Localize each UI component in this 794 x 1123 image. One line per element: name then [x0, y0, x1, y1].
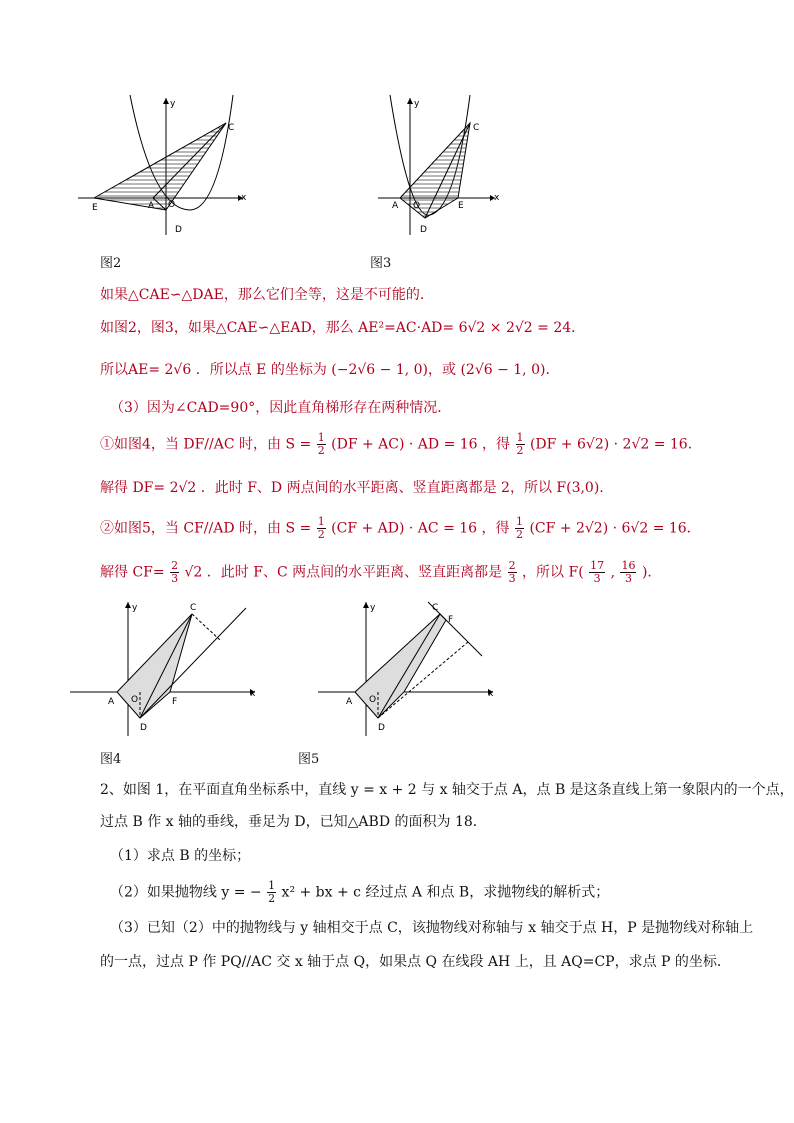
solution-line-4: （3）因为∠CAD=90°，因此直角梯形存在两种情况． [110, 400, 452, 416]
point-d-label: D [140, 723, 147, 733]
fraction-half: $\frac{1}{2}$ [268, 879, 276, 905]
x-axis-label: x [494, 193, 500, 203]
point-c-label: C [190, 603, 197, 613]
figure-3-diagram [370, 90, 510, 240]
origin-label: O [369, 695, 377, 705]
problem-2-line-2: 过点 B 作 x 轴的垂线，垂足为 D，已知△ABD 的面积为 18． [100, 814, 487, 830]
solution-line-2: 如图2，图3，如果△CAE∽△EAD，那么 AE²=AC·AD= 6√2 × 2√2 = 24． [100, 320, 586, 336]
point-e-label: E [458, 201, 464, 211]
problem-2-question-3a: （3）已知（2）中的抛物线与 y 轴相交于点 C，该抛物线对称轴与 x 轴交于点 H，P 是抛物线对称轴上 [110, 920, 754, 936]
fraction-half: $\frac{1}{2}$ [317, 515, 325, 541]
solution-line-8: 解得 CF= $\frac{2}{3}$ √2 ．此时 F、C 两点间的水平距离、竖直距离都是 $\frac{2}{3}$ ，所以 F( $\frac{17}{3}$ , $\frac{16}{3}$ )． [100, 559, 662, 585]
y-axis-label: y [170, 99, 176, 109]
figure-4-caption: 图4 [100, 752, 122, 767]
fraction-17-thirds: $\frac{17}{3}$ [590, 559, 605, 585]
solution-line-6: 解得 DF= 2√2 ．此时 F、D 两点间的水平距离、竖直距离都是 2，所以 F(3,0). [100, 480, 604, 496]
origin-label: O [168, 200, 176, 210]
fraction-two-thirds: $\frac{2}{3}$ [171, 559, 179, 585]
figure-3 [370, 90, 510, 240]
figure-5 [318, 598, 503, 738]
figure-5-diagram [318, 598, 503, 738]
point-d-label: D [420, 225, 427, 235]
point-a-label: A [346, 697, 353, 707]
point-a-label: A [392, 201, 399, 211]
figure-2-diagram [78, 90, 253, 240]
figure-2-caption: 图2 [100, 256, 122, 271]
problem-2-question-1: （1）求点 B 的坐标； [110, 848, 251, 864]
fraction-half: $\frac{1}{2}$ [515, 515, 523, 541]
fraction-two-thirds: $\frac{2}{3}$ [508, 559, 516, 585]
point-c-label: C [432, 603, 439, 613]
problem-2-line-1: 2、如图 1，在平面直角坐标系中，直线 y = x + 2 与 x 轴交于点 A，点 B 是这条直线上第一象限内的一个点， [100, 782, 794, 798]
x-axis-label: x [250, 689, 256, 699]
point-c-label: C [228, 123, 235, 133]
origin-label: O [131, 695, 139, 705]
figure-3-caption: 图3 [370, 256, 392, 271]
solution-line-3: 所以AE= 2√6 ．所以点 E 的坐标为 (−2√6 − 1, 0)，或 (2√6 − 1, 0)． [100, 362, 560, 378]
solution-line-1: 如果△CAE∽△DAE，那么它们全等，这是不可能的． [100, 287, 434, 303]
point-c-label: C [473, 123, 480, 133]
point-d-label: D [378, 723, 385, 733]
origin-label: O [413, 201, 421, 211]
fraction-16-thirds: $\frac{16}{3}$ [621, 559, 636, 585]
figure-5-caption: 图5 [298, 752, 320, 767]
x-axis-label: x [241, 193, 247, 203]
problem-2-question-2: （2）如果抛物线 y = − $\frac{1}{2}$ x² + bx + c 经过点 A 和点 B，求抛物线的解析式； [110, 879, 610, 905]
point-f-label: F [448, 615, 454, 625]
point-d-label: D [175, 225, 182, 235]
figure-4 [70, 598, 265, 738]
point-f-label: F [172, 697, 178, 707]
y-axis-label: y [132, 603, 138, 613]
point-a-label: A [108, 697, 115, 707]
y-axis-label: y [414, 99, 420, 109]
problem-2-question-3b: 的一点，过点 P 作 PQ//AC 交 x 轴于点 Q，如果点 Q 在线段 AH 上，且 AQ=CP，求点 P 的坐标． [100, 954, 731, 970]
fraction-half: $\frac{1}{2}$ [317, 431, 325, 457]
x-axis-label: x [488, 689, 494, 699]
point-a-label: A [148, 201, 155, 211]
figure-4-diagram [70, 598, 265, 738]
y-axis-label: y [370, 603, 376, 613]
solution-line-5: ①如图4，当 DF//AC 时，由 S = $\frac{1}{2}$ (DF + AC) · AD = 16 ，得 $\frac{1}{2}$ (DF + 6√2) · 2√2 = 16． [100, 431, 702, 457]
fraction-half: $\frac{1}{2}$ [516, 431, 524, 457]
solution-line-7: ②如图5，当 CF//AD 时，由 S = $\frac{1}{2}$ (CF + AD) · AC = 16 ，得 $\frac{1}{2}$ (CF + 2√2) · 6√2 = 16． [100, 515, 701, 541]
point-e-label: E [92, 203, 98, 213]
figure-2 [78, 90, 253, 240]
